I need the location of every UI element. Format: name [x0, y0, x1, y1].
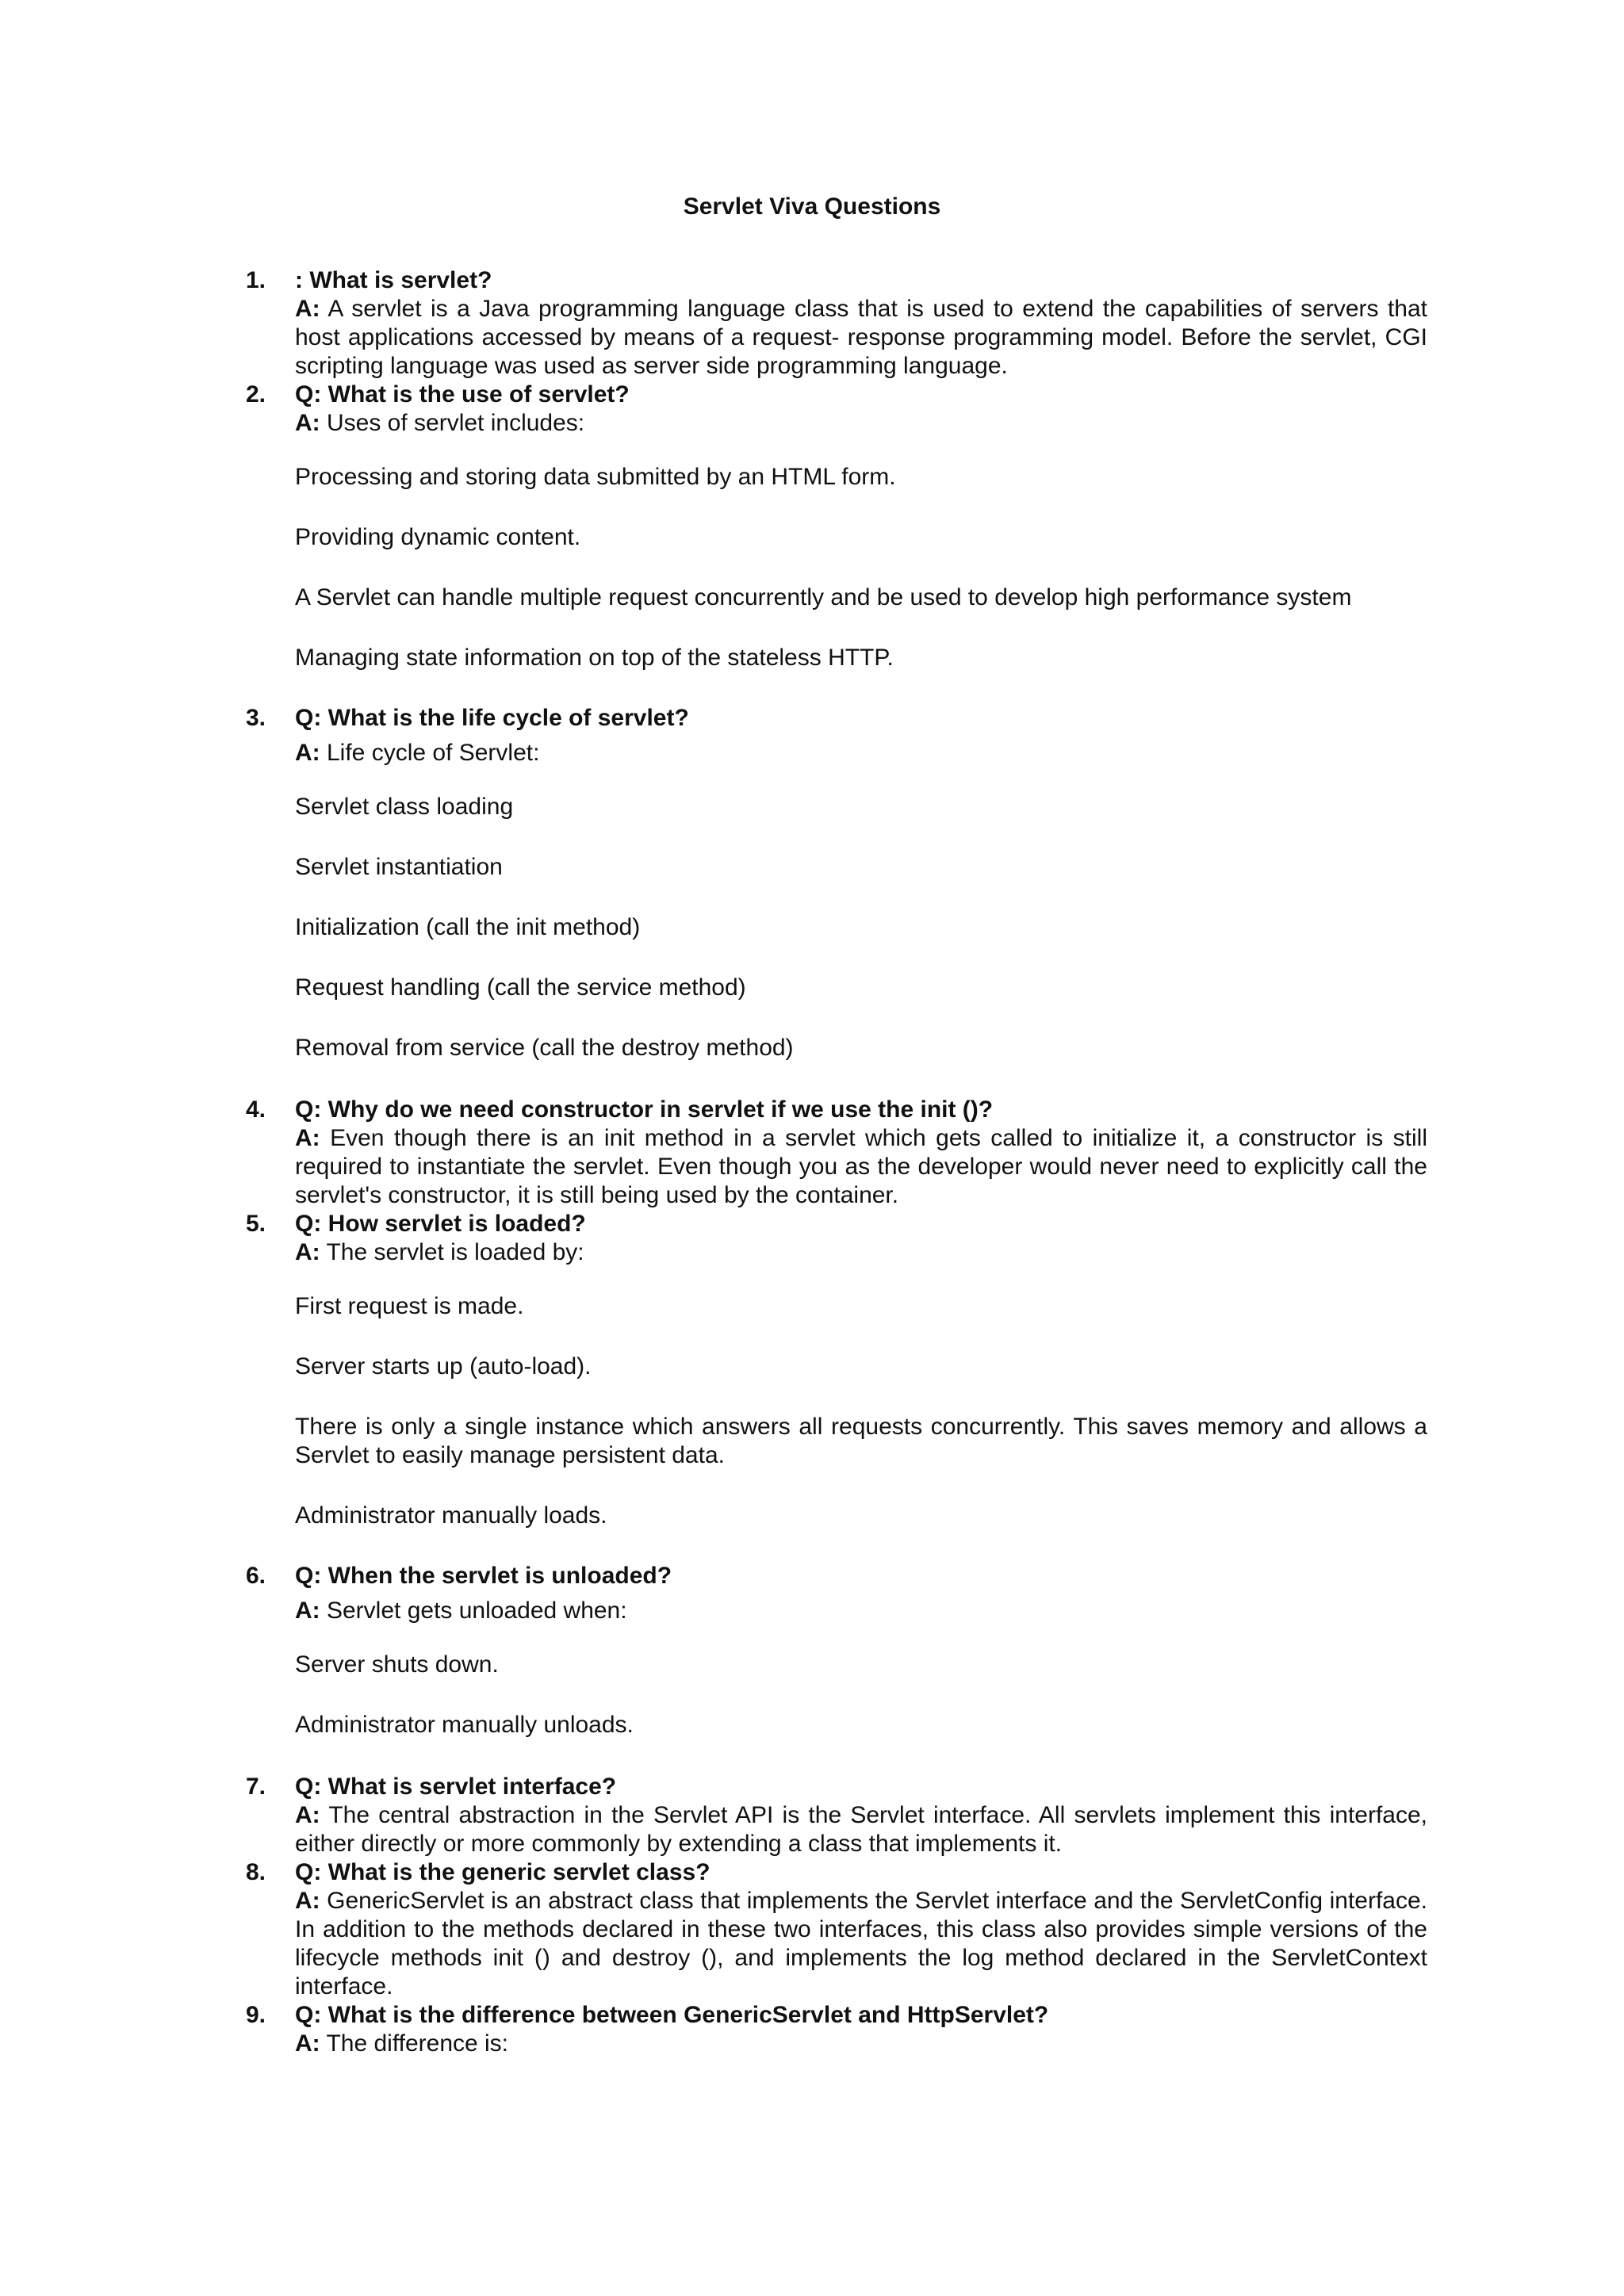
- list-item: Providing dynamic content.: [295, 524, 581, 550]
- answer-text: A: GenericServlet is an abstract class that implements the Servlet interface and the ServletConfig interface. In addition to the methods declared in these two interfaces, this class also provides simple versions of the lifecycle methods init () and destroy (), and implements the log method declared in the ServletContext interface.: [295, 1888, 1427, 1999]
- question-text: Q: Why do we need constructor in servlet if we use the init ()?: [295, 1096, 994, 1123]
- answer-label: A:: [295, 1598, 320, 1624]
- question-number: 8.: [246, 1859, 266, 1885]
- list-item: Removal from service (call the destroy method): [295, 1035, 794, 1061]
- question-block: [246, 381, 1427, 438]
- question-text: Q: When the servlet is unloaded?: [295, 1563, 672, 1589]
- question-text: Q: What is the difference between GenericServlet and HttpServlet?: [295, 2002, 1049, 2028]
- list-item: Administrator manually loads.: [295, 1502, 607, 1529]
- list-item: Administrator manually unloads.: [295, 1712, 634, 1738]
- question-text: Q: What is the life cycle of servlet?: [295, 705, 689, 731]
- list-item: Request handling (call the service method): [295, 974, 746, 1001]
- answer-label: A:: [295, 1239, 320, 1265]
- question-block: [246, 704, 1427, 767]
- question-number: 2.: [246, 381, 266, 408]
- question-number: 9.: [246, 2002, 266, 2028]
- answer-label: A:: [295, 1802, 320, 1828]
- question-text: Q: What is the use of servlet?: [295, 381, 630, 408]
- list-item: First request is made.: [295, 1293, 524, 1319]
- list-item: Servlet class loading: [295, 794, 514, 820]
- page-title: Servlet Viva Questions: [683, 193, 941, 220]
- answer-label: A:: [295, 1125, 320, 1151]
- list-item: Servlet instantiation: [295, 854, 503, 880]
- answer-text: A: Uses of servlet includes:: [295, 410, 585, 436]
- question-number: 3.: [246, 705, 266, 731]
- question-block: [246, 1210, 1427, 1267]
- answer-text: A: The central abstraction in the Servlet API is the Servlet interface. All servlets implement this interface, either directly or more commonly by extending a class that implements it.: [295, 1802, 1427, 1857]
- question-block: [246, 1096, 1427, 1210]
- answer-text: A: The difference is:: [295, 2030, 509, 2057]
- question-number: 5.: [246, 1211, 266, 1237]
- answer-text: A: Even though there is an init method in a servlet which gets called to initialize it, a constructor is still required to instantiate the servlet. Even though you as the developer would never need to explicitly call the servlet's constructor, it is still being used by the container.: [295, 1125, 1427, 1208]
- question-block: [246, 1562, 1427, 1625]
- answer-text: A: A servlet is a Java programming language class that is used to extend the capabilities of servers that host applications accessed by means of a request- response programming model. Before the servlet, CGI scripting language was used as server side programming language.: [295, 296, 1427, 379]
- answer-label: A:: [295, 410, 320, 436]
- list-item: A Servlet can handle multiple request concurrently and be used to develop high performance system: [295, 584, 1352, 610]
- question-block: [246, 2001, 1427, 2058]
- answer-label: A:: [295, 740, 320, 766]
- answer-label: A:: [295, 2030, 320, 2057]
- question-text: : What is servlet?: [295, 267, 492, 293]
- list-item: Server shuts down.: [295, 1651, 499, 1678]
- list-item: Initialization (call the init method): [295, 914, 641, 940]
- question-text: Q: What is the generic servlet class?: [295, 1859, 710, 1885]
- list-item: Managing state information on top of the stateless HTTP.: [295, 645, 894, 671]
- question-number: 7.: [246, 1774, 266, 1800]
- answer-label: A:: [295, 296, 320, 322]
- question-number: 4.: [246, 1096, 266, 1123]
- answer-text: A: The servlet is loaded by:: [295, 1239, 584, 1265]
- list-item: Server starts up (auto-load).: [295, 1353, 592, 1380]
- answer-text: A: Life cycle of Servlet:: [295, 740, 540, 766]
- list-item: There is only a single instance which answers all requests concurrently. This saves memory and allows a Servlet to easily manage persistent data.: [295, 1414, 1427, 1468]
- answer-label: A:: [295, 1888, 320, 1914]
- question-number: 1.: [246, 267, 266, 293]
- question-number: 6.: [246, 1563, 266, 1589]
- question-block: [246, 1773, 1427, 1858]
- question-block: [246, 266, 1427, 381]
- question-block: [246, 1858, 1427, 2001]
- question-text: Q: How servlet is loaded?: [295, 1211, 586, 1237]
- answer-text: A: Servlet gets unloaded when:: [295, 1598, 627, 1624]
- list-item: Processing and storing data submitted by an HTML form.: [295, 464, 896, 490]
- question-text: Q: What is servlet interface?: [295, 1774, 617, 1800]
